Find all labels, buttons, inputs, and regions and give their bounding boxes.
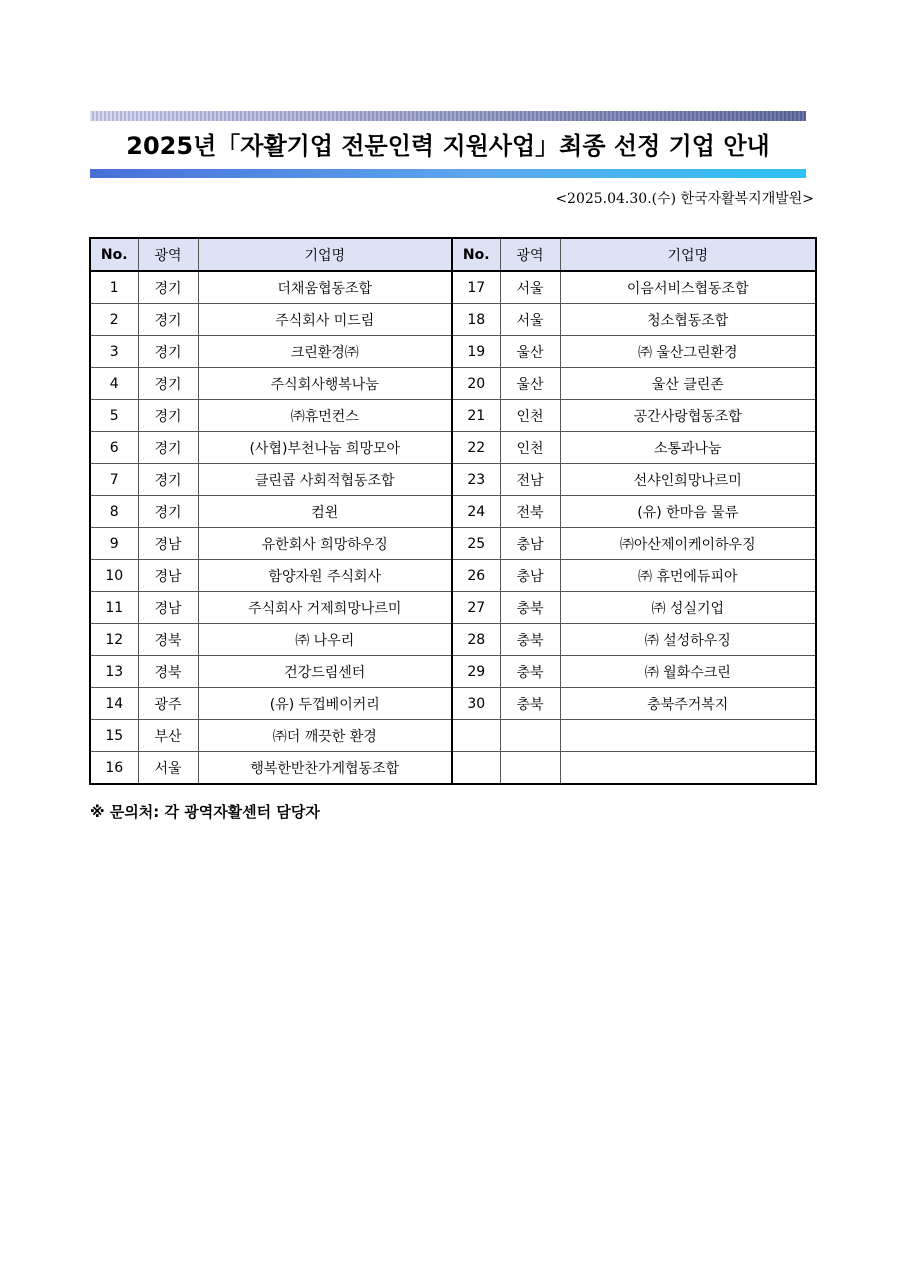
table-row (90, 560, 816, 592)
left-region-cell: 경남 (138, 592, 198, 624)
left-region-cell: 경기 (138, 464, 198, 496)
table-header-row (90, 238, 816, 271)
right-no-cell (452, 720, 500, 752)
right-region-cell: 충남 (500, 560, 560, 592)
left-region-cell: 경남 (138, 560, 198, 592)
header-region-left: 광역 (138, 238, 198, 271)
right-company-cell: ㈜ 성실기업 (560, 592, 816, 624)
right-region-cell: 울산 (500, 368, 560, 400)
left-company-cell: ㈜ 나우리 (198, 624, 452, 656)
right-company-cell: 선샤인희망나르미 (560, 464, 816, 496)
right-region-cell: 서울 (500, 271, 560, 304)
table-row (90, 528, 816, 560)
right-company-cell: 이음서비스협동조합 (560, 271, 816, 304)
left-no-cell: 13 (90, 656, 138, 688)
left-company-cell: 컴윈 (198, 496, 452, 528)
table-row (90, 432, 816, 464)
right-no-cell: 19 (452, 336, 500, 368)
page-title: 2025년「자활기업 전문인력 지원사업」최종 선정 기업 안내 (126, 132, 770, 160)
right-region-cell: 인천 (500, 432, 560, 464)
left-company-cell: 함양자원 주식회사 (198, 560, 452, 592)
left-no-cell: 9 (90, 528, 138, 560)
table-row (90, 368, 816, 400)
right-no-cell: 29 (452, 656, 500, 688)
left-region-cell: 서울 (138, 752, 198, 785)
table-row (90, 496, 816, 528)
right-no-cell: 22 (452, 432, 500, 464)
right-no-cell: 23 (452, 464, 500, 496)
right-no-cell: 24 (452, 496, 500, 528)
right-company-cell: ㈜ 울산그린환경 (560, 336, 816, 368)
left-region-cell: 경북 (138, 624, 198, 656)
left-no-cell: 6 (90, 432, 138, 464)
right-no-cell: 28 (452, 624, 500, 656)
left-no-cell: 5 (90, 400, 138, 432)
left-company-cell: 클린콥 사회적협동조합 (198, 464, 452, 496)
right-company-cell: ㈜ 월화수크린 (560, 656, 816, 688)
table-row (90, 400, 816, 432)
left-company-cell: 주식회사 거제희망나르미 (198, 592, 452, 624)
left-company-cell: ㈜더 깨끗한 환경 (198, 720, 452, 752)
left-region-cell: 광주 (138, 688, 198, 720)
table-row (90, 624, 816, 656)
left-region-cell: 경북 (138, 656, 198, 688)
left-region-cell: 경기 (138, 496, 198, 528)
left-region-cell: 경기 (138, 336, 198, 368)
right-company-cell: 공간사랑협동조합 (560, 400, 816, 432)
table-row (90, 688, 816, 720)
header-no-right: No. (452, 238, 500, 271)
left-region-cell: 경기 (138, 432, 198, 464)
table-row (90, 656, 816, 688)
table-row (90, 336, 816, 368)
table-row (90, 304, 816, 336)
header-company-right: 기업명 (560, 238, 816, 271)
right-region-cell: 전북 (500, 496, 560, 528)
header-company-left: 기업명 (198, 238, 452, 271)
left-company-cell: (유) 두껍베이커리 (198, 688, 452, 720)
title-top-bar (90, 111, 806, 121)
left-company-cell: 주식회사 미드림 (198, 304, 452, 336)
right-company-cell (560, 752, 816, 785)
right-region-cell: 인천 (500, 400, 560, 432)
left-region-cell: 경기 (138, 271, 198, 304)
contact-note: ※ 문의처: 각 광역자활센터 담당자 (90, 803, 320, 821)
table-row (90, 464, 816, 496)
table-row (90, 592, 816, 624)
title-bottom-bar (90, 169, 806, 178)
right-region-cell: 충남 (500, 528, 560, 560)
table-row (90, 752, 816, 785)
right-company-cell: 소통과나눔 (560, 432, 816, 464)
left-no-cell: 12 (90, 624, 138, 656)
left-no-cell: 7 (90, 464, 138, 496)
right-no-cell: 17 (452, 271, 500, 304)
right-no-cell: 27 (452, 592, 500, 624)
left-company-cell: ㈜휴먼컨스 (198, 400, 452, 432)
left-no-cell: 16 (90, 752, 138, 785)
left-no-cell: 2 (90, 304, 138, 336)
selected-companies-table (89, 237, 817, 785)
left-region-cell: 경기 (138, 400, 198, 432)
right-company-cell: 청소협동조합 (560, 304, 816, 336)
left-company-cell: 행복한반찬가게협동조합 (198, 752, 452, 785)
left-no-cell: 4 (90, 368, 138, 400)
right-no-cell: 25 (452, 528, 500, 560)
left-company-cell: 크린환경㈜ (198, 336, 452, 368)
left-company-cell: (사협)부천나눔 희망모아 (198, 432, 452, 464)
right-no-cell (452, 752, 500, 785)
left-no-cell: 8 (90, 496, 138, 528)
right-region-cell (500, 720, 560, 752)
right-no-cell: 26 (452, 560, 500, 592)
right-company-cell (560, 720, 816, 752)
left-region-cell: 경남 (138, 528, 198, 560)
right-region-cell: 충북 (500, 688, 560, 720)
right-company-cell: ㈜ 휴먼에듀피아 (560, 560, 816, 592)
right-region-cell: 울산 (500, 336, 560, 368)
right-no-cell: 20 (452, 368, 500, 400)
left-company-cell: 더채움협동조합 (198, 271, 452, 304)
header-no-left: No. (90, 238, 138, 271)
right-region-cell: 서울 (500, 304, 560, 336)
left-no-cell: 1 (90, 271, 138, 304)
left-region-cell: 경기 (138, 304, 198, 336)
left-no-cell: 10 (90, 560, 138, 592)
left-no-cell: 14 (90, 688, 138, 720)
right-region-cell: 충북 (500, 624, 560, 656)
header-region-right: 광역 (500, 238, 560, 271)
right-no-cell: 18 (452, 304, 500, 336)
right-no-cell: 21 (452, 400, 500, 432)
right-company-cell: (유) 한마음 물류 (560, 496, 816, 528)
right-region-cell: 충북 (500, 656, 560, 688)
left-no-cell: 11 (90, 592, 138, 624)
right-region-cell (500, 752, 560, 785)
right-company-cell: 충북주거복지 (560, 688, 816, 720)
right-region-cell: 충북 (500, 592, 560, 624)
right-company-cell: ㈜ 설성하우징 (560, 624, 816, 656)
right-company-cell: ㈜아산제이케이하우징 (560, 528, 816, 560)
table-row (90, 720, 816, 752)
left-company-cell: 건강드림센터 (198, 656, 452, 688)
right-no-cell: 30 (452, 688, 500, 720)
left-company-cell: 주식회사행복나눔 (198, 368, 452, 400)
right-region-cell: 전남 (500, 464, 560, 496)
left-company-cell: 유한회사 희망하우징 (198, 528, 452, 560)
date-issuer-line: <2025.04.30.(수) 한국자활복지개발원> (555, 191, 814, 207)
left-no-cell: 3 (90, 336, 138, 368)
right-company-cell: 울산 클린존 (560, 368, 816, 400)
left-no-cell: 15 (90, 720, 138, 752)
table-row (90, 271, 816, 304)
left-region-cell: 경기 (138, 368, 198, 400)
left-region-cell: 부산 (138, 720, 198, 752)
